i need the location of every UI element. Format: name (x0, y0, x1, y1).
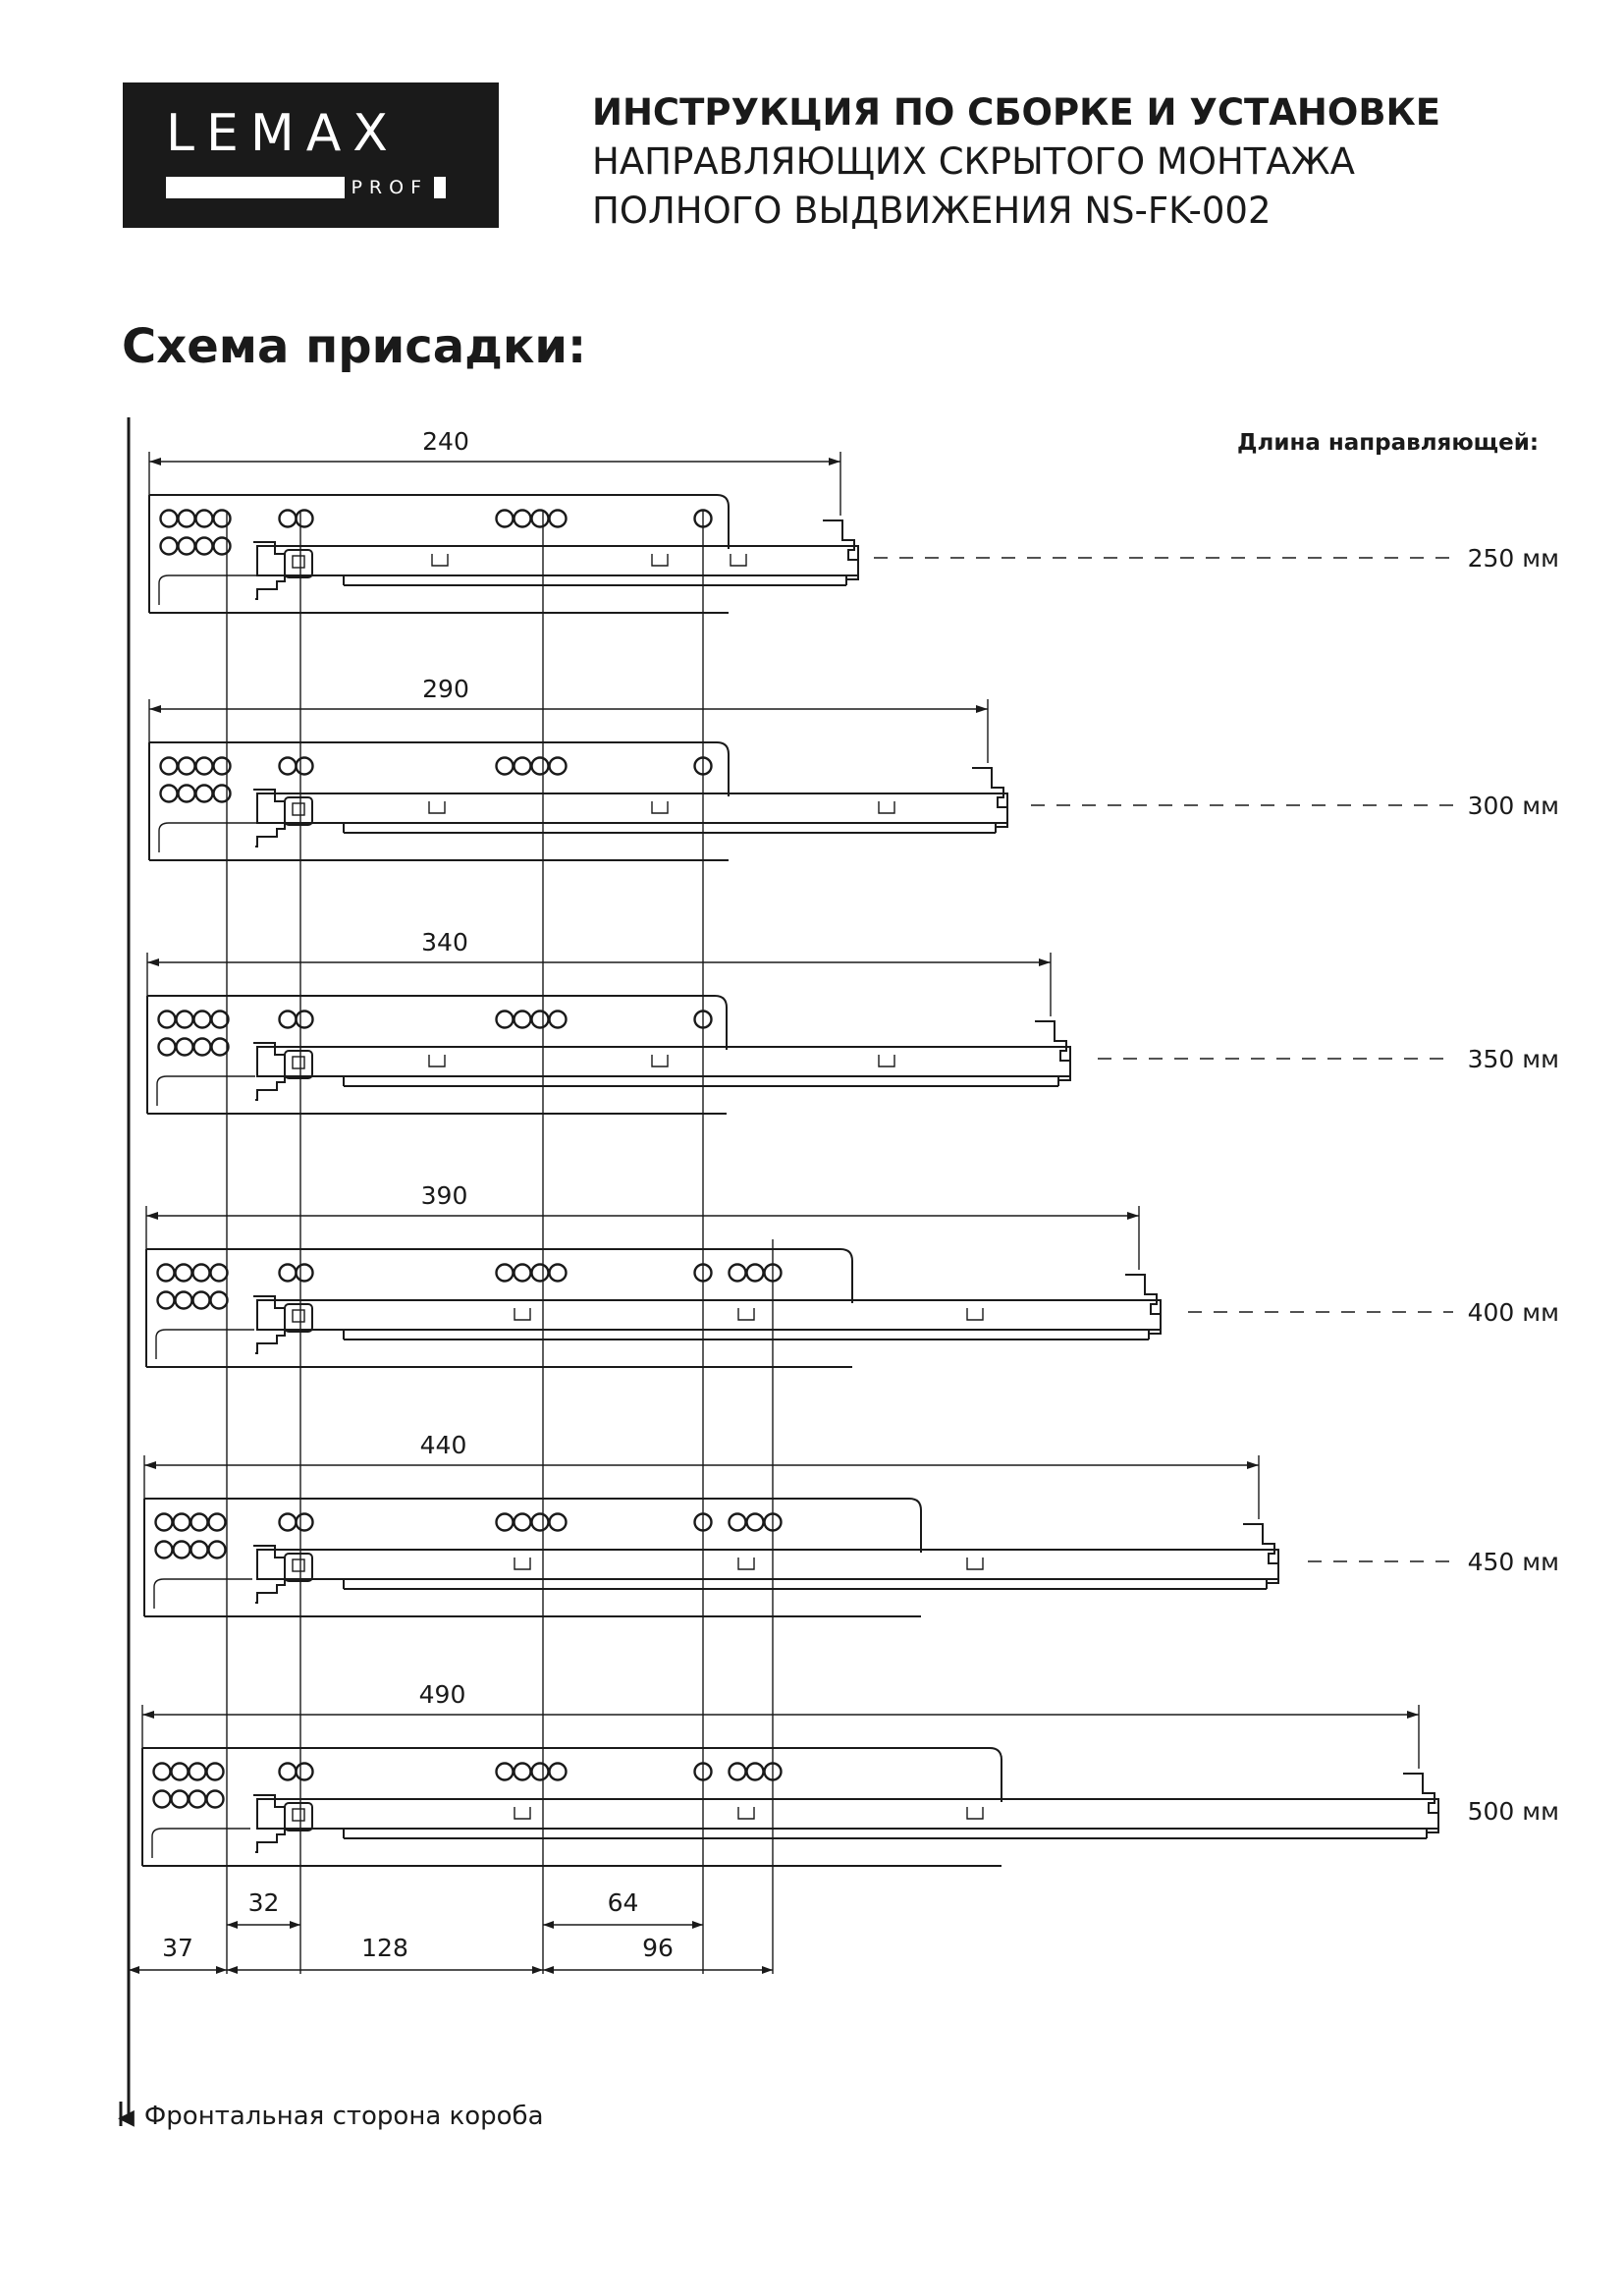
rail-stop (738, 1807, 754, 1819)
clip-window (293, 1559, 304, 1571)
runner-rail (257, 1799, 1438, 1829)
hole (532, 1764, 549, 1780)
clip-body (285, 797, 312, 825)
rear-hook (823, 520, 858, 579)
dimension-37-arrow (129, 1966, 139, 1974)
hole (550, 1514, 567, 1531)
dimension-96-arrow (543, 1966, 554, 1974)
hole (550, 1265, 567, 1282)
hole (280, 758, 297, 775)
rear-hook (972, 768, 1007, 827)
hole (497, 1764, 514, 1780)
rear-hook (1403, 1774, 1438, 1832)
rail-stop (738, 1308, 754, 1320)
runner-rail (257, 1550, 1278, 1579)
clip-body (285, 550, 312, 577)
dimension-arrow (149, 458, 161, 465)
hole (159, 1039, 176, 1056)
hole (297, 1011, 313, 1028)
hole (497, 758, 514, 775)
clip-body (285, 1304, 312, 1332)
hole (193, 1265, 210, 1282)
dimension-37-label: 37 (162, 1934, 193, 1962)
hole (196, 786, 213, 802)
hole (179, 511, 195, 527)
rail-stop (879, 1055, 894, 1066)
hole (174, 1542, 190, 1558)
hole (161, 511, 178, 527)
overall-dimension-label: 390 (420, 1181, 468, 1210)
rail-stop (652, 801, 668, 813)
hole (280, 1514, 297, 1531)
runner-rail (257, 1047, 1070, 1076)
hole (532, 1514, 549, 1531)
dimension-96-label: 96 (642, 1934, 674, 1962)
hole (207, 1791, 224, 1808)
dimension-arrow (1039, 958, 1051, 966)
hole (177, 1011, 193, 1028)
slide-length-label: 500 мм (1467, 1797, 1559, 1826)
dimension-128-arrow (227, 1966, 238, 1974)
hole (174, 1514, 190, 1531)
hole (189, 1791, 206, 1808)
dimension-64-label: 64 (607, 1888, 639, 1917)
rear-hook (1125, 1275, 1161, 1334)
hole (514, 758, 531, 775)
mounting-plate (147, 996, 727, 1050)
clip-window (293, 1809, 304, 1821)
hole (730, 1764, 746, 1780)
runner-rail (257, 546, 858, 575)
hole (196, 538, 213, 555)
mounting-plate (149, 495, 729, 549)
hole (550, 1764, 567, 1780)
hole (297, 1265, 313, 1282)
dimension-arrow (149, 705, 161, 713)
hole (747, 1514, 764, 1531)
hole (196, 758, 213, 775)
hole (177, 1039, 193, 1056)
title-line-3: ПОЛНОГО ВЫДВИЖЕНИЯ NS-FK-002 (592, 190, 1272, 232)
hole (209, 1514, 226, 1531)
dimension-64-arrow (543, 1921, 554, 1929)
dimension-arrow (1407, 1711, 1419, 1719)
hole (179, 758, 195, 775)
rail-stop (652, 1055, 668, 1066)
hole (550, 1011, 567, 1028)
rail-stop (514, 1308, 530, 1320)
overall-dimension-label: 340 (421, 928, 468, 957)
rail-stop (514, 1558, 530, 1569)
clip-window (293, 556, 304, 568)
overall-dimension-label: 490 (418, 1680, 466, 1709)
plate-inner-edge (152, 1829, 250, 1858)
hole (497, 1265, 514, 1282)
hole (497, 1514, 514, 1531)
hole (211, 1265, 228, 1282)
plate-inner-edge (157, 1076, 255, 1106)
mounting-plate (142, 1748, 1001, 1802)
clip-body (285, 1803, 312, 1831)
rail-stop (652, 554, 668, 566)
slide-length-label: 300 мм (1467, 792, 1559, 820)
dimension-arrow (1247, 1461, 1259, 1469)
dimension-128-arrow (532, 1966, 543, 1974)
rail-stop (432, 554, 448, 566)
overall-dimension-label: 440 (419, 1431, 467, 1459)
hole (497, 1011, 514, 1028)
slide-row-3 (147, 928, 1559, 1114)
hole (747, 1265, 764, 1282)
dimension-arrow (144, 1461, 156, 1469)
hole (747, 1764, 764, 1780)
clip-body (285, 1554, 312, 1581)
rear-hook (1035, 1021, 1070, 1080)
hole (280, 1764, 297, 1780)
hole (514, 511, 531, 527)
rail-stop (967, 1308, 983, 1320)
dimension-128-label: 128 (361, 1934, 408, 1962)
dimension-arrow (146, 1212, 158, 1220)
hole (172, 1791, 189, 1808)
hole (189, 1764, 206, 1780)
dimension-37-arrow (216, 1966, 227, 1974)
hole (514, 1011, 531, 1028)
hole (154, 1791, 171, 1808)
hole (550, 758, 567, 775)
hole (280, 1265, 297, 1282)
hole (176, 1292, 192, 1309)
rail-stop (738, 1558, 754, 1569)
dimension-32-label: 32 (247, 1888, 280, 1917)
hole (179, 538, 195, 555)
rail-stop (879, 801, 894, 813)
hole (514, 1265, 531, 1282)
clip-window (293, 1057, 304, 1068)
hole (532, 1265, 549, 1282)
slide-length-label: 450 мм (1467, 1548, 1559, 1576)
section-title: Схема присадки: (122, 319, 587, 374)
clip-window (293, 803, 304, 815)
hole (532, 1011, 549, 1028)
hole (532, 758, 549, 775)
hole (154, 1764, 171, 1780)
dimension-32-arrow (227, 1921, 238, 1929)
hole (214, 758, 231, 775)
hole (161, 758, 178, 775)
hole (159, 1011, 176, 1028)
dimension-arrow (829, 458, 840, 465)
hole (212, 1039, 229, 1056)
slide-row-6 (142, 1680, 1559, 1866)
rail-stop (731, 554, 746, 566)
hole (193, 1292, 210, 1309)
front-side-note-text: Фронтальная сторона короба (143, 2102, 544, 2131)
hole (730, 1265, 746, 1282)
dimension-arrow (976, 705, 988, 713)
rail-stop (429, 801, 445, 813)
hole (158, 1292, 175, 1309)
hole (297, 1514, 313, 1531)
hole (207, 1764, 224, 1780)
hole (191, 1542, 208, 1558)
slide-length-label: 400 мм (1467, 1298, 1559, 1327)
hole (194, 1011, 211, 1028)
hole (214, 786, 231, 802)
hole (172, 1764, 189, 1780)
logo-word: LEMAX (166, 104, 400, 163)
hole (214, 511, 231, 527)
left-arrow-icon: ◀ (118, 2105, 135, 2130)
rear-hook (1243, 1524, 1278, 1583)
title-line-1: ИНСТРУКЦИЯ ПО СБОРКЕ И УСТАНОВКЕ (592, 91, 1441, 134)
dimension-32-arrow (290, 1921, 300, 1929)
plate-inner-edge (159, 823, 257, 852)
slide-row-2 (149, 675, 1559, 860)
hole (161, 538, 178, 555)
hole (297, 1764, 313, 1780)
plate-inner-edge (156, 1330, 254, 1359)
hole (214, 538, 231, 555)
hole (179, 786, 195, 802)
hole (156, 1542, 173, 1558)
runner-rail (257, 1300, 1161, 1330)
rail-stop (514, 1807, 530, 1819)
hole (211, 1292, 228, 1309)
hole (191, 1514, 208, 1531)
mounting-plate (149, 742, 729, 796)
rail-stop (429, 1055, 445, 1066)
logo-sub: PROF (345, 177, 434, 198)
overall-dimension-label: 290 (422, 675, 469, 703)
dimension-arrow (142, 1711, 154, 1719)
slide-length-label: 250 мм (1467, 544, 1559, 573)
clip-body (285, 1051, 312, 1078)
plate-inner-edge (154, 1579, 252, 1609)
slide-row-1 (149, 427, 1559, 613)
hole (209, 1542, 226, 1558)
overall-dimension-label: 240 (422, 427, 469, 456)
hole (196, 511, 213, 527)
dimension-arrow (147, 958, 159, 966)
hole (297, 511, 313, 527)
hole (497, 511, 514, 527)
slide-row-4 (146, 1181, 1559, 1367)
hole (730, 1514, 746, 1531)
rows-layer (142, 427, 1559, 1866)
bottom-dimensions (129, 511, 773, 1974)
dimension-96-arrow (762, 1966, 773, 1974)
hole (514, 1514, 531, 1531)
dimension-arrow (1127, 1212, 1139, 1220)
hole (532, 511, 549, 527)
hole (194, 1039, 211, 1056)
clip-window (293, 1310, 304, 1322)
length-caption: Длина направляющей: (1237, 430, 1540, 456)
hole (176, 1265, 192, 1282)
hole (550, 511, 567, 527)
slide-row-5 (144, 1431, 1559, 1616)
hole (280, 1011, 297, 1028)
title-line-2: НАПРАВЛЯЮЩИХ СКРЫТОГО МОНТАЖА (592, 140, 1355, 183)
hole (158, 1265, 175, 1282)
hole (161, 786, 178, 802)
rail-stop (967, 1558, 983, 1569)
rail-stop (967, 1807, 983, 1819)
plate-inner-edge (159, 575, 257, 605)
hole (280, 511, 297, 527)
front-side-note (118, 2102, 544, 2131)
dimension-64-arrow (692, 1921, 703, 1929)
hole (212, 1011, 229, 1028)
hole (156, 1514, 173, 1531)
slide-length-label: 350 мм (1467, 1045, 1559, 1073)
hole (297, 758, 313, 775)
hole (514, 1764, 531, 1780)
